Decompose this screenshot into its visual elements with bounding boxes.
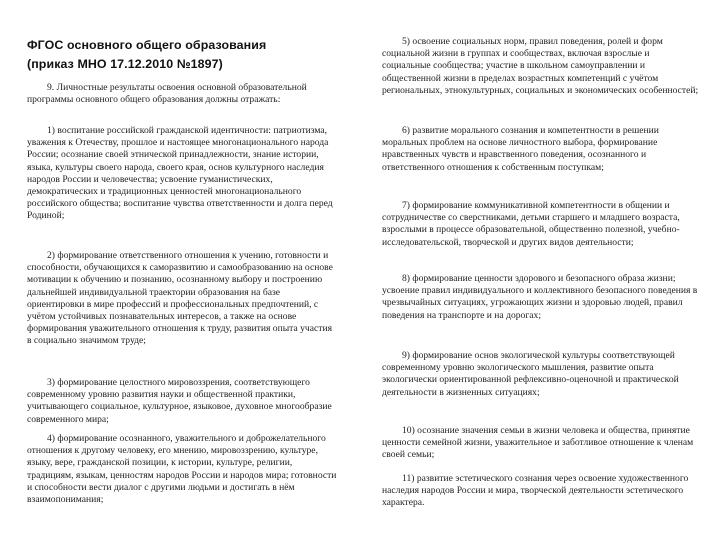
left-item-2: 2) формирование ответственного отношения к учению, готовности и способности, обучающихся к саморазвитию и самообразованию на основе мотивации к обучению и познанию, осознанному выбору и построению дальнейшей индивидуальной траектории образования на базе ориентировки в мире профессий и профессиональных предпочтений, с учётом устойчивых познавательных интересов, а также на основе формирования уважительного отношения к труду, развития опыта участия в социально значимом труде; [27, 250, 333, 347]
right-item-10: 10) осознание значения семьи в жизни человека и общества, принятие ценности семейной жизни, уважительное и заботливое отношение к членам своей семьи; [382, 425, 694, 461]
left-item-4: 4) формирование осознанного, уважительного и доброжелательного отношения к другому человеку, его мнению, мировоззрению, культуре, языку, вере, гражданской позиции, к истории, культуре, религии, традициям, языкам, ценностям народов России и народов мира; готовности и способности вести диалог с другими людьми и достигать в нём взаимопонимания; [27, 433, 337, 506]
intro-paragraph: 9. Личностные результаты освоения основной образовательной программы основного общего образования должны отражать: [27, 82, 307, 106]
right-item-5: 5) освоение социальных норм, правил поведения, ролей и форм социальной жизни в группах и сообществах, включая взрослые и социальные сообщества; участие в школьном самоуправлении и общественной жизни в пределах возрастных компетенций с учётом региональных, этнокультурных, социальных и экономических особенностей; [382, 36, 699, 96]
left-item-3: 3) формирование целостного мировоззрения, соответствующего современному уровню развития науки и общественной практики, учитывающего социальное, культурное, языковое, духовное многообразие современного мира; [27, 377, 332, 425]
right-item-9: 9) формирование основ экологической культуры соответствующей современному уровню экологического мышления, развитие опыта экологически ориентированной рефлексивно-оценочной и практической деятельности в жизненных ситуациях; [382, 350, 679, 398]
right-item-11: 11) развитие эстетического сознания через освоение художественного наследия народов России и мира, творческой деятельности эстетического характера. [382, 473, 689, 509]
title-line-1: ФГОС основного общего образования [27, 38, 267, 52]
right-item-7: 7) формирование коммуникативной компетентности в общении и сотрудничестве со сверстниками, детьми старшего и младшего возраста, взрослыми в процессе образовательной, общественно полезной, учебно-исследовательской, творческой и других видов деятельности; [382, 200, 680, 248]
document-title [27, 36, 340, 74]
title-line-2: (приказ МНО 17.12.2010 №1897) [27, 57, 223, 71]
right-item-8: 8) формирование ценности здорового и безопасного образа жизни; усвоение правил индивидуального и коллективного безопасного поведения в чрезвычайных ситуациях, угрожающих жизни и здоровью людей, правил поведения на транспорте и на дорогах; [382, 273, 698, 321]
right-item-6: 6) развитие морального сознания и компетентности в решении моральных проблем на основе личностного выбора, формирование нравственных чувств и нравственного поведения, осознанного и ответственного отношения к собственным поступкам; [382, 125, 659, 173]
left-item-1: 1) воспитание российской гражданской идентичности: патриотизма, уважения к Отечеству, прошлое и настоящее многонационального народа России; осознание своей этнической принадлежности, знание истории, языка, культуры своего народа, своего края, основ культурного наследия народов России и человечества; усвоение гуманистических, демократических и традиционных ценностей многонационального российского общества; воспитание чувства ответственности и долга перед Родиной; [27, 125, 333, 222]
